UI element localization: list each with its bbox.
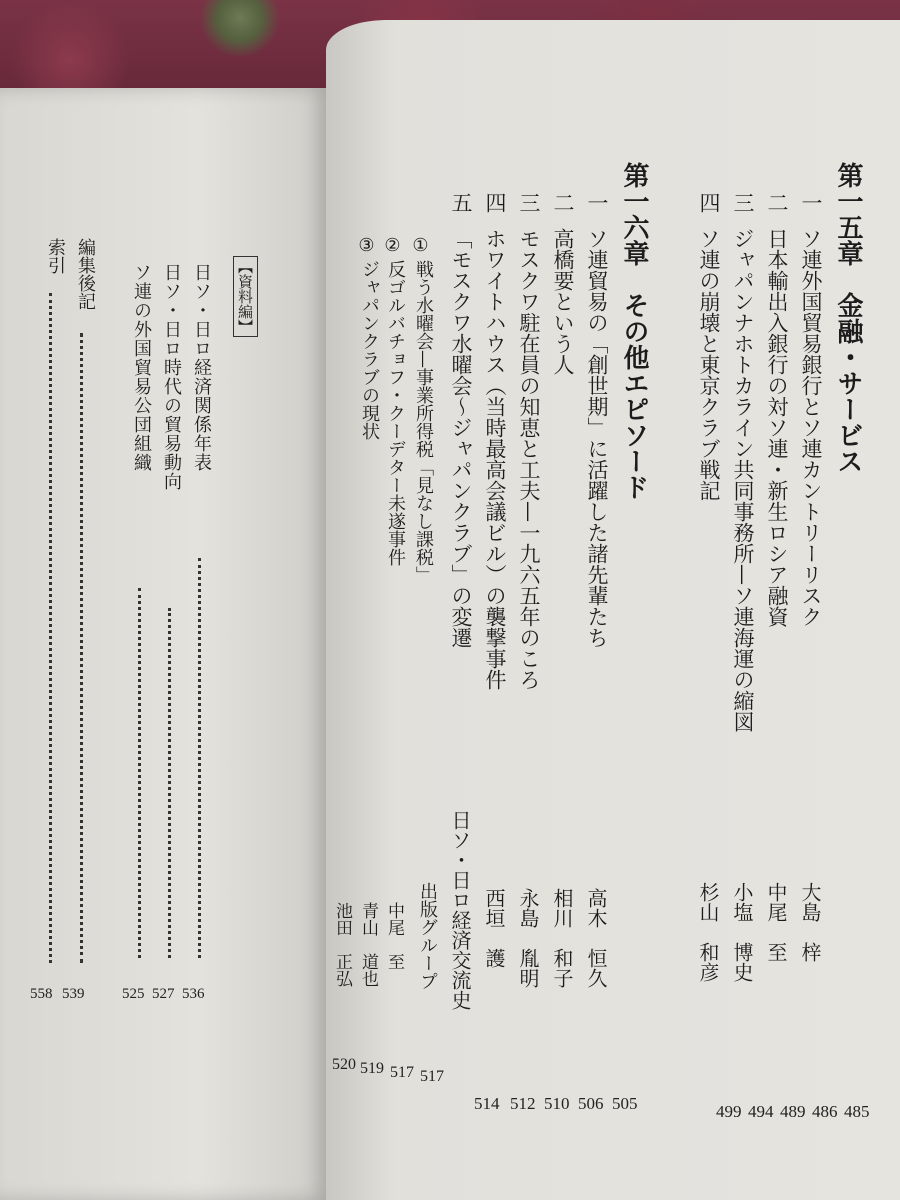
page-number: 510 [544, 1094, 570, 1113]
page-number: 536 [182, 986, 205, 1002]
toc-entry-number: 二 [551, 192, 575, 213]
toc-item: 索引 [45, 238, 66, 274]
page-number: 539 [62, 986, 85, 1002]
toc-entry-author: 小塩 博史 [730, 882, 754, 982]
toc-item: 編集後記 [75, 238, 96, 310]
toc-entry-number: 五 [449, 192, 473, 213]
toc-entry-title: 「モスクワ水曜会〜ジャパンクラブ」の変遷 [449, 228, 473, 648]
leader-dots [138, 588, 141, 958]
toc-entry-title: ソ連貿易の「創世期」に活躍した諸先輩たち [585, 228, 609, 648]
toc-entry-title: ジャパンナホトカライン共同事務所—ソ連海運の縮図 [731, 228, 755, 732]
sub-entry-author: 池田 正弘 [332, 902, 352, 987]
toc-entry-title: モスクワ駐在員の知恵と工夫—一九六五年のころ [517, 228, 541, 690]
toc-entry-number: 一 [799, 192, 823, 213]
toc-entry-number: 一 [585, 192, 609, 213]
toc-entry-title: ソ連の崩壊と東京クラブ戦記 [697, 228, 721, 501]
toc-entry-title: 日本輸出入銀行の対ソ連・新生ロシア融資 [765, 228, 789, 627]
chapter-16-heading: 第一六章 その他エピソード [619, 162, 649, 500]
page-number: 514 [474, 1094, 500, 1113]
toc-entry-author: 大島 梓 [798, 882, 822, 962]
leader-dots [80, 333, 83, 963]
page-number: 499 [716, 1102, 742, 1121]
toc-entry-author: 相川 和子 [550, 888, 574, 988]
page-number: 512 [510, 1094, 536, 1113]
toc-entry-author: 西垣 護 [482, 888, 506, 968]
sub-entry-author: 中尾 至 [384, 902, 404, 970]
page-number: 489 [780, 1102, 806, 1121]
page-number: 558 [30, 986, 53, 1002]
page-number: 519 [360, 1060, 384, 1077]
toc-item: ソ連の外国貿易公団組織 [131, 263, 152, 472]
page-number: 485 [844, 1102, 870, 1121]
toc-entry-author: 日ソ・日ロ経済交流史 [448, 810, 472, 1010]
sub-entry-number: ① [410, 235, 431, 256]
toc-entry-title: 高橋要という人 [551, 228, 575, 375]
toc-entry-number: 三 [731, 192, 755, 213]
sub-entry-title: ジャパンクラブの現状 [359, 260, 380, 440]
page-number: 525 [122, 986, 145, 1002]
page-number: 520 [332, 1056, 356, 1073]
page-number: 517 [420, 1068, 444, 1085]
page-number: 494 [748, 1102, 774, 1121]
sub-entry-number: ③ [356, 235, 377, 256]
page-number: 505 [612, 1094, 638, 1113]
page-number: 517 [390, 1064, 414, 1081]
toc-entry-number: 四 [697, 192, 721, 213]
toc-item: 日ソ・日ロ時代の貿易動向 [161, 263, 182, 491]
page-number: 527 [152, 986, 175, 1002]
page-number: 506 [578, 1094, 604, 1113]
page-number: 486 [812, 1102, 838, 1121]
toc-entry-number: 二 [765, 192, 789, 213]
sub-entry-title: 戦う水曜会—事業所得税「見なし課税」 [413, 260, 434, 584]
chapter-15-heading: 第一五章 金融・サービス [833, 162, 863, 474]
toc-entry-number: 三 [517, 192, 541, 213]
leader-dots [198, 558, 201, 958]
toc-item: 日ソ・日ロ経済関係年表 [191, 263, 212, 472]
leader-dots [49, 293, 52, 963]
sub-entry-title: 反ゴルバチョフ・クーデター未遂事件 [385, 260, 406, 566]
toc-entry-author: 永島 胤明 [516, 888, 540, 988]
toc-entry-author: 中尾 至 [764, 882, 788, 962]
toc-entry-title: ソ連外国貿易銀行とソ連カントリーリスク [799, 228, 823, 627]
toc-entry-number: 四 [483, 192, 507, 213]
sub-entry-author: 青山 道也 [358, 902, 378, 987]
publisher-group: 出版グループ [417, 882, 438, 990]
toc-entry-author: 高木 恒久 [584, 888, 608, 988]
leader-dots [168, 608, 171, 958]
right-page [326, 20, 900, 1200]
section-label: 【資料編】 [233, 256, 258, 337]
toc-entry-author: 杉山 和彦 [696, 882, 720, 982]
toc-entry-title: ホワイトハウス（当時最高会議ビル）の襲撃事件 [483, 228, 507, 690]
left-page [0, 88, 330, 1200]
sub-entry-number: ② [382, 235, 403, 256]
